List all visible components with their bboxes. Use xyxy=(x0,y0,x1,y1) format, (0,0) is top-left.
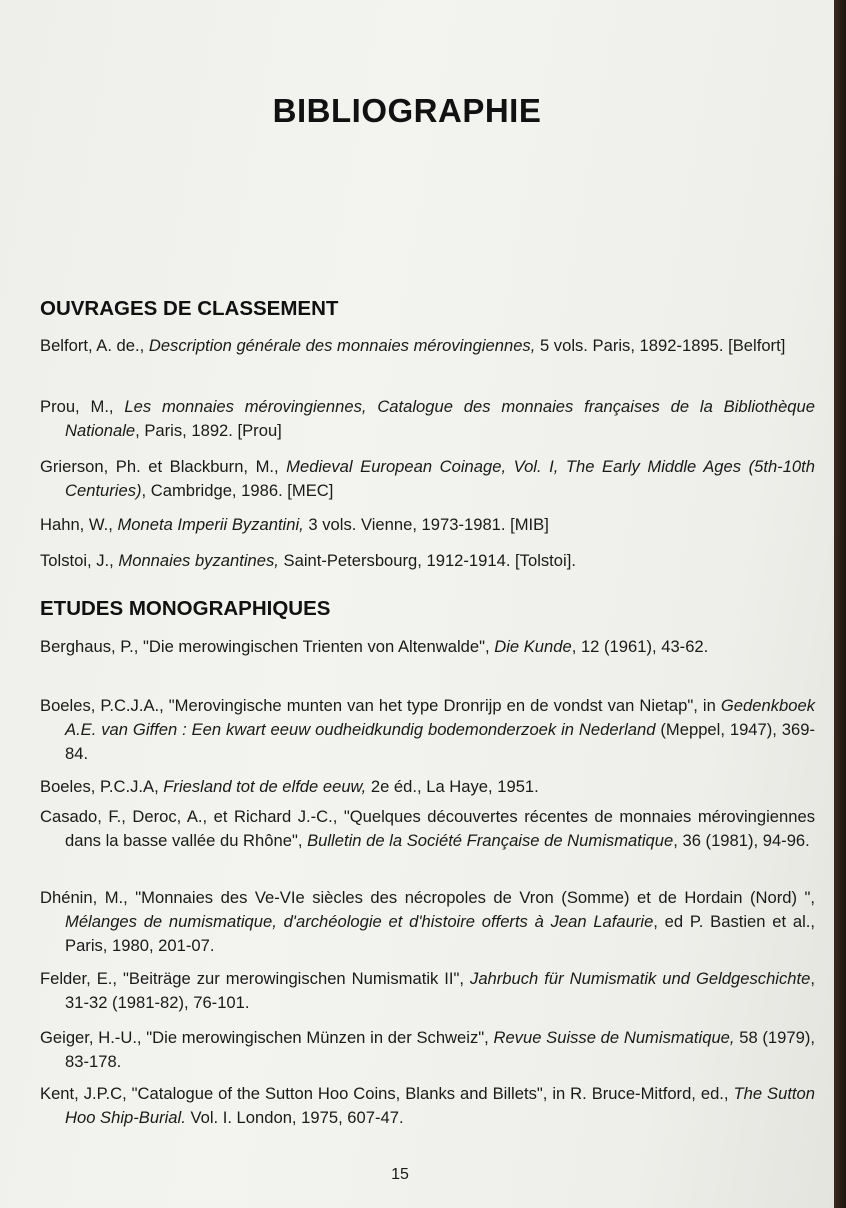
bibliography-entry: Boeles, P.C.J.A., "Merovingische munten van het type Dronrijp en de vondst van Nietap", in Gedenkboek A.E. van Giffen : Een kwart eeuw oudheidkundig bodemonderzoek in Nederland (Meppel, 1947), 369-84. xyxy=(40,696,815,763)
section-heading-etudes-monographiques: ETUDES MONOGRAPHIQUES xyxy=(40,597,331,620)
page-number: 15 xyxy=(391,1166,409,1183)
book-edge-shadow xyxy=(834,0,846,1208)
bibliography-entry: Tolstoi, J., Monnaies byzantines, Saint-Petersbourg, 1912-1914. [Tolstoi]. xyxy=(40,551,576,570)
bibliography-entry: Hahn, W., Moneta Imperii Byzantini, 3 vols. Vienne, 1973-1981. [MIB] xyxy=(40,515,549,534)
page-title: BIBLIOGRAPHIE xyxy=(272,92,542,129)
bibliography-entry: Berghaus, P., "Die merowingischen Trienten von Altenwalde", Die Kunde, 12 (1961), 43-62. xyxy=(40,637,709,656)
section-heading-ouvrages-de-classement: OUVRAGES DE CLASSEMENT xyxy=(40,297,339,320)
bibliography-entry: Prou, M., Les monnaies mérovingiennes, Catalogue des monnaies françaises de la Bibliothèque Nationale, Paris, 1892. [Prou] xyxy=(40,397,815,440)
bibliography-entry: Grierson, Ph. et Blackburn, M., Medieval European Coinage, Vol. I, The Early Middle Ages (5th-10th Centuries), Cambridge, 1986. [MEC] xyxy=(40,457,815,500)
bibliography-entry: Casado, F., Deroc, A., et Richard J.-C., "Quelques découvertes récentes de monnaies mérovingiennes dans la basse vallée du Rhône", Bulletin de la Société Française de Numismatique, 36 (1981), 94-96. xyxy=(40,807,815,850)
bibliography-entry: Geiger, H.-U., "Die merowingischen Münzen in der Schweiz", Revue Suisse de Numismatique, 58 (1979), 83-178. xyxy=(40,1028,815,1071)
bibliography-entry: Felder, E., "Beiträge zur merowingischen Numismatik II", Jahrbuch für Numismatik und Geldgeschichte, 31-32 (1981-82), 76-101. xyxy=(40,969,815,1012)
bibliography-entry: Belfort, A. de., Description générale des monnaies mérovingiennes, 5 vols. Paris, 1892-1895. [Belfort] xyxy=(40,336,786,355)
bibliography-entry: Boeles, P.C.J.A, Friesland tot de elfde eeuw, 2e éd., La Haye, 1951. xyxy=(40,777,539,796)
bibliography-entry: Kent, J.P.C, "Catalogue of the Sutton Hoo Coins, Blanks and Billets", in R. Bruce-Mitford, ed., The Sutton Hoo Ship-Burial. Vol. I. London, 1975, 607-47. xyxy=(40,1084,815,1127)
bibliography-entry: Dhénin, M., "Monnaies des Ve-VIe siècles des nécropoles de Vron (Somme) et de Hordain (Nord) ", Mélanges de numismatique, d'archéologie et d'histoire offerts à Jean Lafaurie, ed P. Bastien et al., Paris, 1980, 201-07. xyxy=(40,888,815,955)
